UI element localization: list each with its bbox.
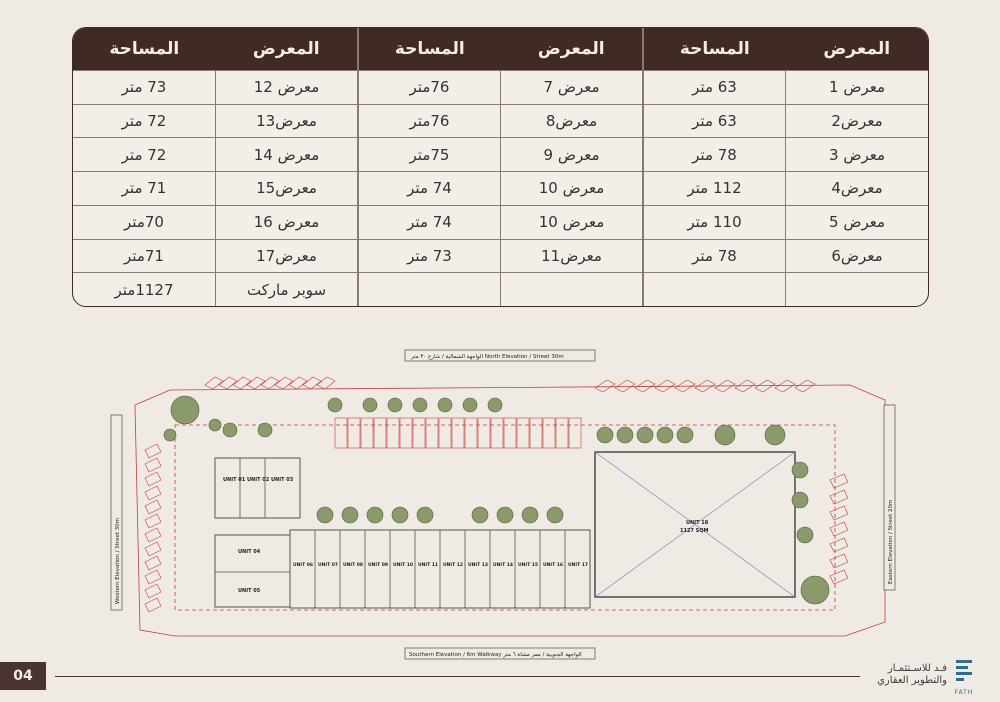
table-cell: معرض 12 xyxy=(216,71,359,105)
table-row xyxy=(73,138,928,172)
table-cell: معرض2 xyxy=(786,104,929,138)
table-cell xyxy=(501,273,644,306)
table-row xyxy=(73,205,928,239)
table-cell xyxy=(786,273,929,306)
table-cell: معرض 9 xyxy=(501,138,644,172)
logo-text xyxy=(877,663,947,687)
logo-brand-text: FATH xyxy=(954,688,974,696)
unit-label: UNIT 11 xyxy=(418,563,438,568)
unit-label: UNIT 10 xyxy=(393,563,413,568)
table-cell: معرض 16 xyxy=(216,205,359,239)
table-cell: 74 متر xyxy=(358,205,501,239)
page-number: 04 xyxy=(0,662,46,690)
table-cell: 78 متر xyxy=(643,138,786,172)
areas-table xyxy=(73,28,928,306)
table-cell: 72 متر xyxy=(73,138,216,172)
table-cell: 70متر xyxy=(73,205,216,239)
footer-divider xyxy=(55,676,860,677)
header-cell: المساحة xyxy=(358,28,501,71)
unit-label: UNIT 09 xyxy=(368,563,388,568)
unit-label: UNIT 06 xyxy=(293,563,313,568)
supermarket-label: UNIT 18 xyxy=(686,520,709,526)
table-cell: 1127متر xyxy=(73,273,216,306)
logo-line2: والتطوير العقاري xyxy=(877,675,947,686)
table-cell: معرض 1 xyxy=(786,71,929,105)
unit-label: UNIT 14 xyxy=(493,563,513,568)
north-elevation-label: الواجهة الشمالية / شارع ٣٠ متر North Elevation / Street 30m xyxy=(411,354,564,360)
unit-label: UNIT 08 xyxy=(343,563,363,568)
table-row xyxy=(73,104,928,138)
table-row xyxy=(73,172,928,206)
unit-label: UNIT 12 xyxy=(443,563,463,568)
table-cell: 110 متر xyxy=(643,205,786,239)
header-cell: المساحة xyxy=(73,28,216,71)
table-cell: 112 متر xyxy=(643,172,786,206)
table-cell: 78 متر xyxy=(643,239,786,273)
table-cell: معرض11 xyxy=(501,239,644,273)
header-cell: المعرض xyxy=(786,28,929,71)
unit-label: UNIT 02 xyxy=(247,477,270,483)
table-cell: معرض15 xyxy=(216,172,359,206)
table-cell: معرض 3 xyxy=(786,138,929,172)
table-cell: معرض 7 xyxy=(501,71,644,105)
table-row xyxy=(73,239,928,273)
table-cell: 71 متر xyxy=(73,172,216,206)
table-cell: سوبر ماركت xyxy=(216,273,359,306)
table-cell: 76متر xyxy=(358,71,501,105)
west-elevation-label: Western Elevation / Street 30m xyxy=(115,517,121,604)
table-cell: 73 متر xyxy=(358,239,501,273)
unit-label: UNIT 05 xyxy=(238,588,261,594)
header-cell: المعرض xyxy=(501,28,644,71)
table-cell: 73 متر xyxy=(73,71,216,105)
unit-label: UNIT 16 xyxy=(543,563,563,568)
company-logo xyxy=(870,655,975,695)
header-cell: المساحة xyxy=(643,28,786,71)
east-elevation-label: Eastern Elevation / Street 20m xyxy=(888,499,894,584)
logo-mark-icon xyxy=(953,655,975,685)
table-row xyxy=(73,273,928,306)
table-cell: 75متر xyxy=(358,138,501,172)
unit-label: UNIT 13 xyxy=(468,563,488,568)
table-cell: معرض8 xyxy=(501,104,644,138)
table-cell: معرض 5 xyxy=(786,205,929,239)
table-cell: 63 متر xyxy=(643,104,786,138)
header-cell: المعرض xyxy=(216,28,359,71)
unit-label: UNIT 01 xyxy=(223,477,246,483)
unit-label: UNIT 07 xyxy=(318,563,338,568)
south-elevation-label: Southern Elevation / 6m Walkway الواجهة الجنوبية / ممر مشاة ٦ متر xyxy=(409,652,582,658)
logo-mark-wrapper xyxy=(953,655,975,696)
table-cell xyxy=(643,273,786,306)
table-cell: معرض13 xyxy=(216,104,359,138)
table-cell xyxy=(358,273,501,306)
unit-label: UNIT 04 xyxy=(238,549,261,555)
supermarket-area: 1127 SQM xyxy=(680,528,709,534)
logo-line1: فـد للاسـتثمـار xyxy=(887,663,947,674)
table-cell: 74 متر xyxy=(358,172,501,206)
table-cell: معرض6 xyxy=(786,239,929,273)
unit-label: UNIT 15 xyxy=(518,563,538,568)
table-cell: 72 متر xyxy=(73,104,216,138)
areas-table-container xyxy=(72,27,929,307)
table-cell: معرض 14 xyxy=(216,138,359,172)
table-cell: معرض17 xyxy=(216,239,359,273)
table-cell: 63 متر xyxy=(643,71,786,105)
unit-label: UNIT 17 xyxy=(568,563,588,568)
table-cell: 71متر xyxy=(73,239,216,273)
site-plan xyxy=(95,340,905,670)
unit-label: UNIT 03 xyxy=(271,477,294,483)
table-cell: معرض 10 xyxy=(501,172,644,206)
table-row xyxy=(73,71,928,105)
table-cell: معرض4 xyxy=(786,172,929,206)
table-header-row xyxy=(73,28,928,71)
table-cell: 76متر xyxy=(358,104,501,138)
table-cell: معرض 10 xyxy=(501,205,644,239)
